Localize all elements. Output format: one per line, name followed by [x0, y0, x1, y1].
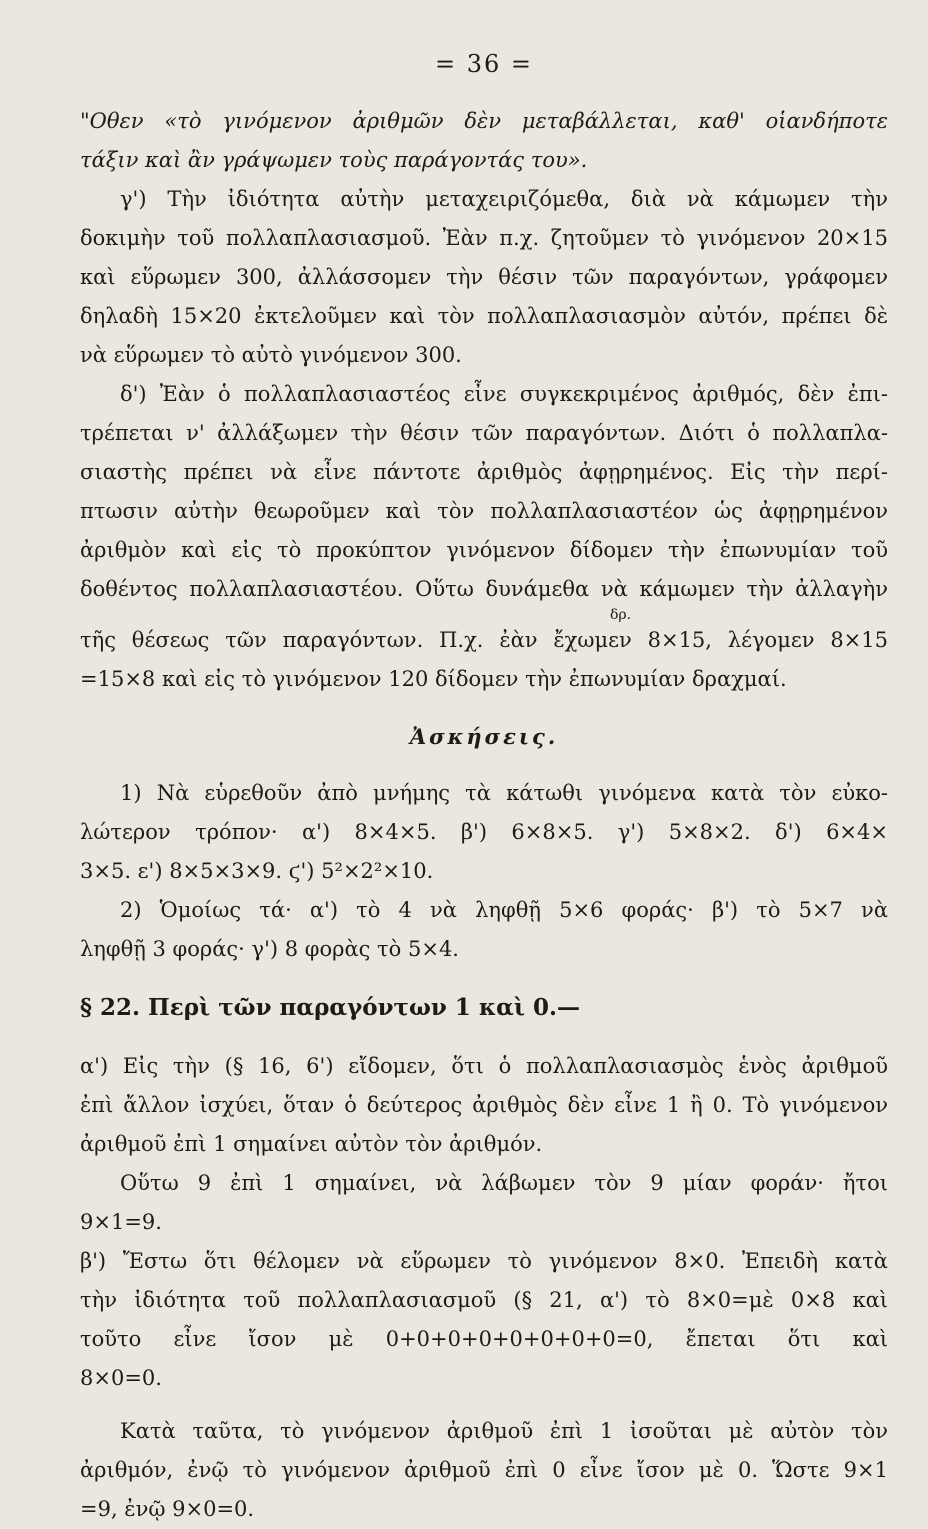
text-line: τρέπεται ν' ἀλλάξωμεν τὴν θέσιν τῶν παραγόντων. Διότι ὁ πολλαπλα-	[80, 421, 888, 445]
text-line: =15×8 καὶ εἰς τὸ γινόμενον 120 δίδομεν τὴν ἐπωνυμίαν δραχμαί.	[80, 667, 787, 691]
text-line: 8×0=0.	[80, 1366, 162, 1390]
superscript-note: δρ.	[610, 607, 632, 623]
text-line: δοκιμὴν τοῦ πολλαπλασιασμοῦ. Ἐὰν π.χ. ζητοῦμεν τὸ γινόμενον 20×15	[80, 226, 888, 250]
text-line: 1) Νὰ εὑρεθοῦν ἀπὸ μνήμης τὰ κάτωθι γινόμενα κατὰ τὸν εὐκο-	[120, 781, 888, 805]
section-heading: § 22. Περὶ τῶν παραγόντων 1 καὶ 0.—	[80, 994, 580, 1021]
text-line: 9×1=9.	[80, 1210, 162, 1234]
text-line: δοθέντος πολλαπλασιαστέου. Οὕτω δυνάμεθα νὰ κάμωμεν τὴν ἀλλαγὴν	[80, 577, 888, 601]
text-line: τάξιν καὶ ἂν γράψωμεν τοὺς παράγοντάς του».	[80, 148, 588, 172]
text-line: δ') Ἐὰν ὁ πολλαπλασιαστέος εἶνε συγκεκριμένος ἀριθμός, δὲν ἐπι-	[120, 382, 888, 406]
text-line: γ') Τὴν ἰδιότητα αὐτὴν μεταχειριζόμεθα, διὰ νὰ κάμωμεν τὴν	[120, 187, 888, 211]
paragraph-5	[80, 1164, 888, 1242]
paragraph-1	[80, 102, 888, 180]
exercise-1	[80, 774, 888, 891]
text-line: Κατὰ ταῦτα, τὸ γινόμενον ἀριθμοῦ ἐπὶ 1 ἰσοῦται μὲ αὐτὸν τὸν	[120, 1419, 888, 1443]
text-line: τοῦτο εἶνε ἴσον μὲ 0+0+0+0+0+0+0+0=0, ἔπεται ὅτι καὶ	[80, 1327, 888, 1351]
paragraph-4	[80, 1047, 888, 1164]
text-line: 2) Ὁμοίως τά· α') τὸ 4 νὰ ληφθῇ 5×6 φοράς· β') τὸ 5×7 νὰ	[120, 898, 888, 922]
paragraph-gap	[80, 1398, 888, 1412]
text-line: ἀριθμόν, ἐνῷ τὸ γινόμενον ἀριθμοῦ ἐπὶ 0 εἶνε ἴσον μὲ 0. Ὥστε 9×1	[80, 1458, 888, 1482]
text-line: β') Ἔστω ὅτι θέλομεν νὰ εὕρωμεν τὸ γινόμενον 8×0. Ἐπειδὴ κατὰ	[80, 1249, 888, 1273]
text-line: ἀριθμοῦ ἐπὶ 1 σημαίνει αὐτὸν τὸν ἀριθμόν.	[80, 1132, 543, 1156]
text-line: σιαστὴς πρέπει νὰ εἶνε πάντοτε ἀριθμὸς ἀφῃρημένος. Εἰς τὴν περί-	[80, 460, 888, 484]
text-line: α') Εἰς τὴν (§ 16, 6') εἴδομεν, ὅτι ὁ πολλαπλασιασμὸς ἑνὸς ἀριθμοῦ	[80, 1054, 888, 1078]
text-line: νὰ εὕρωμεν τὸ αὐτὸ γινόμενον 300.	[80, 343, 462, 367]
text-line: ληφθῇ 3 φοράς· γ') 8 φορὰς τὸ 5×4.	[80, 937, 459, 961]
text-line: λώτερον τρόπον· α') 8×4×5. β') 6×8×5. γ') 5×8×2. δ') 6×4×	[80, 820, 888, 844]
text-line: καὶ εὕρωμεν 300, ἀλλάσσομεν τὴν θέσιν τῶν παραγόντων, γράφομεν	[80, 265, 888, 289]
text-line: Οὕτω 9 ἐπὶ 1 σημαίνει, νὰ λάβωμεν τὸν 9 μίαν φοράν· ἤτοι	[120, 1171, 888, 1195]
exercises-title: Ἀσκήσεις.	[409, 724, 559, 749]
paragraph-7	[80, 1412, 888, 1529]
paragraph-2	[80, 180, 888, 375]
exercise-2	[80, 891, 888, 969]
page-number: = 36 =	[434, 50, 533, 78]
paragraph-6	[80, 1242, 888, 1398]
text-line: τῆς θέσεως τῶν παραγόντων. Π.χ. ἐὰν ἔχωμεν 8×15, λέγομεν 8×15	[80, 628, 888, 652]
text-line: ἀριθμὸν καὶ εἰς τὸ προκύπτον γινόμενον δίδομεν τὴν ἐπωνυμίαν τοῦ	[80, 538, 888, 562]
text-line: 3×5. ε') 8×5×3×9. ϛ') 5²×2²×10.	[80, 859, 434, 883]
text-line: "Οθεν «τὸ γινόμενον ἀριθμῶν δὲν μεταβάλλεται, καθ' οἱανδήποτε	[80, 109, 888, 133]
text-line: πτωσιν αὐτὴν θεωροῦμεν καὶ τὸν πολλαπλασιαστέον ὡς ἀφῃρημένον	[80, 499, 888, 523]
text-line: ἐπὶ ἄλλον ἰσχύει, ὅταν ὁ δεύτερος ἀριθμὸς δὲν εἶνε 1 ἢ 0. Τὸ γινόμενον	[80, 1093, 888, 1117]
text-line: τὴν ἰδιότητα τοῦ πολλαπλασιασμοῦ (§ 21, α') τὸ 8×0=μὲ 0×8 καὶ	[80, 1288, 888, 1312]
text-line: δηλαδὴ 15×20 ἐκτελοῦμεν καὶ τὸν πολλαπλασιασμὸν αὐτόν, πρέπει δὲ	[80, 304, 888, 328]
text-line: =9, ἐνῷ 9×0=0.	[80, 1497, 255, 1521]
paragraph-3	[80, 375, 888, 699]
